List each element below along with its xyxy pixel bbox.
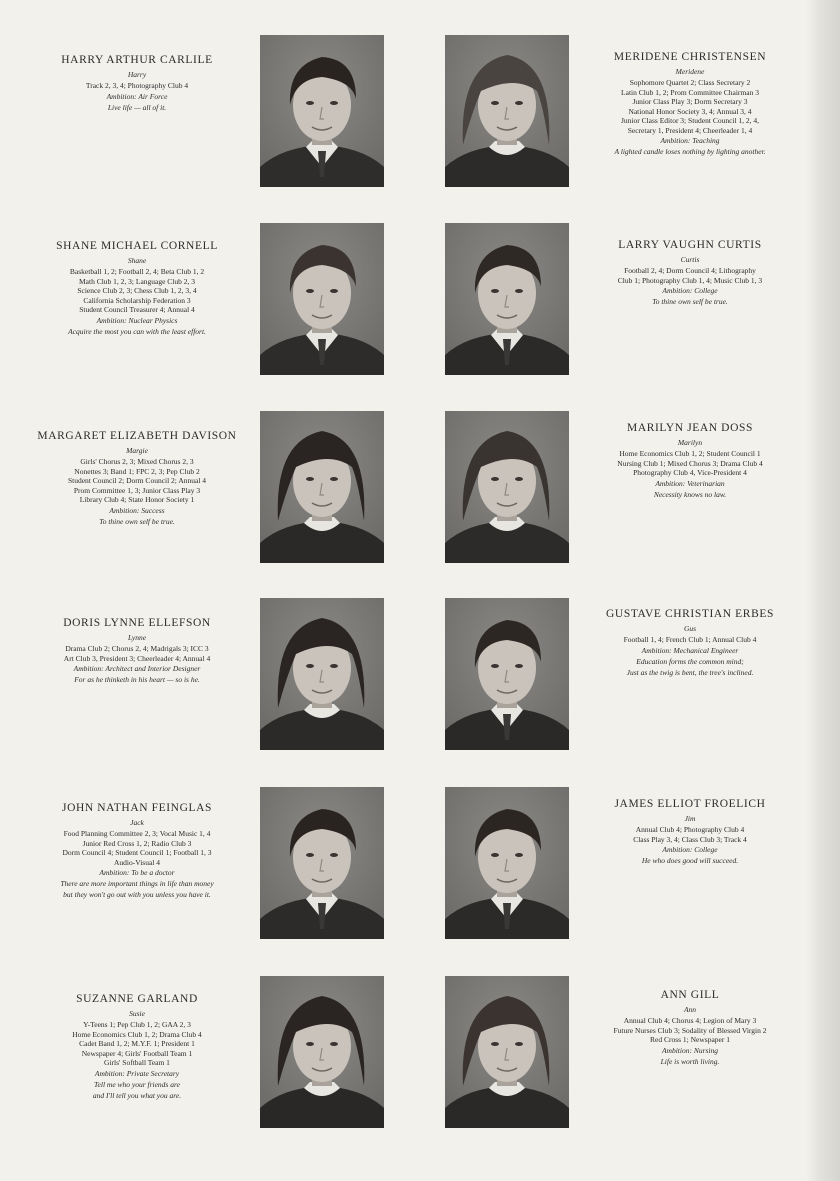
student-activities bbox=[575, 449, 805, 478]
student-name: MARILYN JEAN DOSS bbox=[627, 422, 753, 434]
student-ambition: Ambition: Teaching bbox=[660, 136, 720, 145]
activity-line: Student Council 2; Dorm Council 2; Annual 4 bbox=[67, 476, 207, 485]
student-portrait bbox=[445, 787, 569, 939]
activity-line: Junior Class Play 3; Dorm Secretary 3 bbox=[632, 97, 748, 106]
activity-line: Math Club 1, 2, 3; Language Club 2, 3 bbox=[78, 276, 196, 286]
activity-line: Science Club 2, 3; Chess Club 1, 2, 3, 4 bbox=[77, 286, 197, 295]
activity-line: Cadet Band 1, 2; M.Y.F. 1; President 1 bbox=[79, 1039, 195, 1048]
quote-line: For as he thinketh in his heart — so is he. bbox=[74, 675, 200, 684]
student-activities bbox=[22, 81, 252, 91]
quote-line: Education forms the common mind; bbox=[636, 656, 744, 666]
student-quote bbox=[575, 490, 805, 500]
student-quote bbox=[22, 675, 252, 685]
student-quote bbox=[22, 327, 252, 337]
student-portrait bbox=[445, 598, 569, 750]
activity-line: Art Club 3, President 3; Cheerleader 4; Annual 4 bbox=[63, 653, 211, 663]
activity-line: Junior Red Cross 1, 2; Radio Club 3 bbox=[82, 838, 192, 848]
quote-line: There are more important things in life than money bbox=[60, 879, 214, 888]
activity-line: Girls' Softball Team 1 bbox=[104, 1058, 170, 1067]
student-ambition: Ambition: College bbox=[662, 845, 718, 854]
student-nickname: Margie bbox=[126, 446, 148, 455]
quote-line: A lighted candle loses nothing by lighting another. bbox=[614, 147, 766, 156]
page-edge-shadow bbox=[806, 0, 840, 1181]
student-name: JOHN NATHAN FEINGLAS bbox=[62, 802, 212, 814]
student-nickname: Lynne bbox=[127, 633, 147, 642]
activity-line: Secretary 1, President 4; Cheerleader 1, 4 bbox=[627, 125, 753, 135]
quote-line: To thine own self be true. bbox=[652, 297, 728, 306]
activity-line: Nursing Club 1; Mixed Chorus 3; Drama Club 4 bbox=[617, 458, 763, 468]
student-entry bbox=[575, 421, 805, 500]
student-quote bbox=[22, 879, 252, 900]
activity-line: Track 2, 3, 4; Photography Club 4 bbox=[85, 81, 189, 90]
student-activities bbox=[22, 267, 252, 315]
student-portrait bbox=[260, 411, 384, 563]
student-nickname: Ann bbox=[683, 1005, 697, 1014]
quote-line: He who does good will succeed. bbox=[641, 856, 739, 865]
activity-line: Student Council Treasurer 4; Annual 4 bbox=[79, 305, 195, 314]
student-nickname: Susie bbox=[129, 1009, 145, 1018]
activity-line: Nonettes 3; Band 1; FPC 2, 3; Pep Club 2 bbox=[74, 466, 200, 476]
student-entry bbox=[22, 429, 252, 527]
quote-line: but they won't go out with you unless you have it. bbox=[63, 890, 211, 899]
activity-line: Dorm Council 4; Student Council 1; Football 1, 3 bbox=[62, 848, 212, 857]
student-portrait bbox=[260, 35, 384, 187]
activity-line: Home Economics Club 1, 2; Drama Club 4 bbox=[72, 1029, 202, 1039]
quote-line: Acquire the most you can with the least effort. bbox=[68, 326, 206, 336]
student-ambition: Ambition: College bbox=[662, 286, 718, 295]
student-portrait bbox=[445, 411, 569, 563]
student-activities bbox=[575, 1016, 805, 1045]
student-entry bbox=[22, 801, 252, 900]
activity-line: Girls' Chorus 2, 3; Mixed Chorus 2, 3 bbox=[80, 457, 194, 466]
student-activities bbox=[22, 457, 252, 505]
student-activities bbox=[22, 829, 252, 867]
activity-line: Red Cross 1; Newspaper 1 bbox=[650, 1035, 730, 1044]
student-ambition: Ambition: Architect and Interior Designer bbox=[73, 664, 201, 673]
activity-line: Club 1; Photography Club 1, 4; Music Club 1, 3 bbox=[617, 275, 763, 285]
student-entry bbox=[22, 239, 252, 337]
student-quote bbox=[575, 856, 805, 866]
student-nickname: Meridene bbox=[675, 67, 705, 76]
student-quote bbox=[22, 103, 252, 113]
student-name: GUSTAVE CHRISTIAN ERBES bbox=[606, 608, 774, 620]
activity-line: Annual Club 4; Chorus 4; Legion of Mary 3 bbox=[623, 1016, 757, 1025]
student-name: LARRY VAUGHN CURTIS bbox=[618, 239, 762, 251]
student-portrait bbox=[260, 787, 384, 939]
quote-line: Live life — all of it. bbox=[107, 102, 167, 112]
activity-line: Prom Committee 1, 3; Junior Class Play 3 bbox=[73, 485, 201, 495]
student-name: MARGARET ELIZABETH DAVISON bbox=[37, 430, 237, 442]
activity-line: Audio-Visual 4 bbox=[113, 857, 160, 867]
student-quote bbox=[575, 297, 805, 307]
student-activities bbox=[575, 78, 805, 135]
quote-line: and I'll tell you what you are. bbox=[92, 1090, 182, 1100]
student-ambition: Ambition: To be a doctor bbox=[99, 868, 175, 877]
student-entry bbox=[575, 988, 805, 1067]
student-nickname: Jim bbox=[684, 814, 696, 823]
activity-line: Library Club 4; State Honor Society 1 bbox=[79, 495, 195, 504]
student-name: MERIDENE CHRISTENSEN bbox=[613, 51, 767, 63]
student-row bbox=[0, 787, 806, 947]
student-portrait bbox=[260, 976, 384, 1128]
quote-line: Just as the twig is bent, the tree's inclined. bbox=[626, 667, 754, 677]
activity-line: Future Nurses Club 3; Sodality of Blessed Virgin 2 bbox=[613, 1025, 767, 1035]
activity-line: Football 2, 4; Dorm Council 4; Lithography bbox=[624, 266, 756, 275]
activity-line: California Scholarship Federation 3 bbox=[83, 295, 191, 305]
activity-line: Drama Club 2; Chorus 2, 4; Madrigals 3; ICC 3 bbox=[65, 644, 209, 653]
activity-line: Junior Class Editor 3; Student Council 1, 2, 4, bbox=[620, 116, 760, 125]
student-nickname: Jack bbox=[130, 818, 144, 827]
quote-line: Life is worth living. bbox=[660, 1056, 720, 1066]
student-name: SUZANNE GARLAND bbox=[76, 993, 198, 1005]
student-entry bbox=[575, 607, 805, 678]
student-portrait bbox=[260, 223, 384, 375]
activity-line: Food Planning Committee 2, 3; Vocal Music 1, 4 bbox=[63, 829, 211, 838]
student-quote bbox=[575, 147, 805, 157]
student-portrait bbox=[445, 976, 569, 1128]
activity-line: Newspaper 4; Girls' Football Team 1 bbox=[81, 1048, 193, 1058]
student-nickname: Marilyn bbox=[677, 438, 703, 447]
student-entry bbox=[575, 238, 805, 307]
student-ambition: Ambition: Mechanical Engineer bbox=[641, 645, 739, 655]
activity-line: Class Play 3, 4; Class Club 3; Track 4 bbox=[633, 834, 747, 844]
student-row bbox=[0, 598, 806, 758]
student-activities bbox=[575, 825, 805, 844]
student-row bbox=[0, 223, 806, 383]
student-entry bbox=[575, 797, 805, 866]
student-ambition: Ambition: Air Force bbox=[106, 91, 168, 101]
student-ambition: Ambition: Private Secretary bbox=[94, 1068, 180, 1078]
student-nickname: Harry bbox=[127, 70, 147, 79]
quote-line: Tell me who your friends are bbox=[94, 1079, 180, 1089]
activity-line: Photography Club 4, Vice-President 4 bbox=[633, 468, 747, 477]
activity-line: Y-Teens 1; Pep Club 1, 2; GAA 2, 3 bbox=[83, 1020, 191, 1029]
student-ambition: Ambition: Success bbox=[109, 505, 165, 515]
activity-line: Football 1, 4; French Club 1; Annual Club 4 bbox=[623, 635, 757, 644]
activity-line: Sophomore Quartet 2; Class Secretary 2 bbox=[629, 78, 751, 87]
student-entry bbox=[22, 53, 252, 113]
student-name: ANN GILL bbox=[660, 989, 720, 1001]
student-activities bbox=[575, 266, 805, 285]
student-quote bbox=[575, 1057, 805, 1067]
student-ambition: Ambition: Nursing bbox=[661, 1045, 719, 1055]
activity-line: National Honor Society 3, 4; Annual 3, 4 bbox=[628, 106, 752, 116]
student-activities bbox=[22, 1020, 252, 1068]
student-portrait bbox=[445, 35, 569, 187]
student-entry bbox=[22, 616, 252, 685]
student-entry bbox=[22, 992, 252, 1101]
student-ambition: Ambition: Nuclear Physics bbox=[96, 315, 178, 325]
activity-line: Home Economics Club 1, 2; Student Council 1 bbox=[619, 449, 761, 458]
student-row bbox=[0, 35, 806, 195]
student-ambition: Ambition: Veterinarian bbox=[655, 478, 725, 488]
student-row bbox=[0, 976, 806, 1136]
activity-line: Latin Club 1, 2; Prom Committee Chairman 3 bbox=[621, 87, 759, 97]
quote-line: To thine own self be true. bbox=[99, 516, 175, 526]
student-name: HARRY ARTHUR CARLILE bbox=[61, 54, 213, 66]
student-name: JAMES ELLIOT FROELICH bbox=[614, 798, 766, 810]
student-name: DORIS LYNNE ELLEFSON bbox=[63, 617, 211, 629]
student-nickname: Gus bbox=[683, 624, 697, 633]
student-nickname: Shane bbox=[127, 256, 147, 265]
student-activities bbox=[575, 635, 805, 645]
student-activities bbox=[22, 644, 252, 663]
activity-line: Annual Club 4; Photography Club 4 bbox=[635, 825, 745, 834]
quote-line: Necessity knows no law. bbox=[653, 489, 727, 499]
student-nickname: Curtis bbox=[680, 255, 700, 264]
student-row bbox=[0, 411, 806, 571]
student-portrait bbox=[445, 223, 569, 375]
student-quote bbox=[22, 517, 252, 527]
student-quote bbox=[22, 1080, 252, 1101]
activity-line: Basketball 1, 2; Football 2, 4; Beta Club 1, 2 bbox=[69, 267, 205, 276]
student-name: SHANE MICHAEL CORNELL bbox=[56, 240, 218, 252]
student-quote bbox=[575, 657, 805, 678]
student-portrait bbox=[260, 598, 384, 750]
student-entry bbox=[575, 50, 805, 157]
